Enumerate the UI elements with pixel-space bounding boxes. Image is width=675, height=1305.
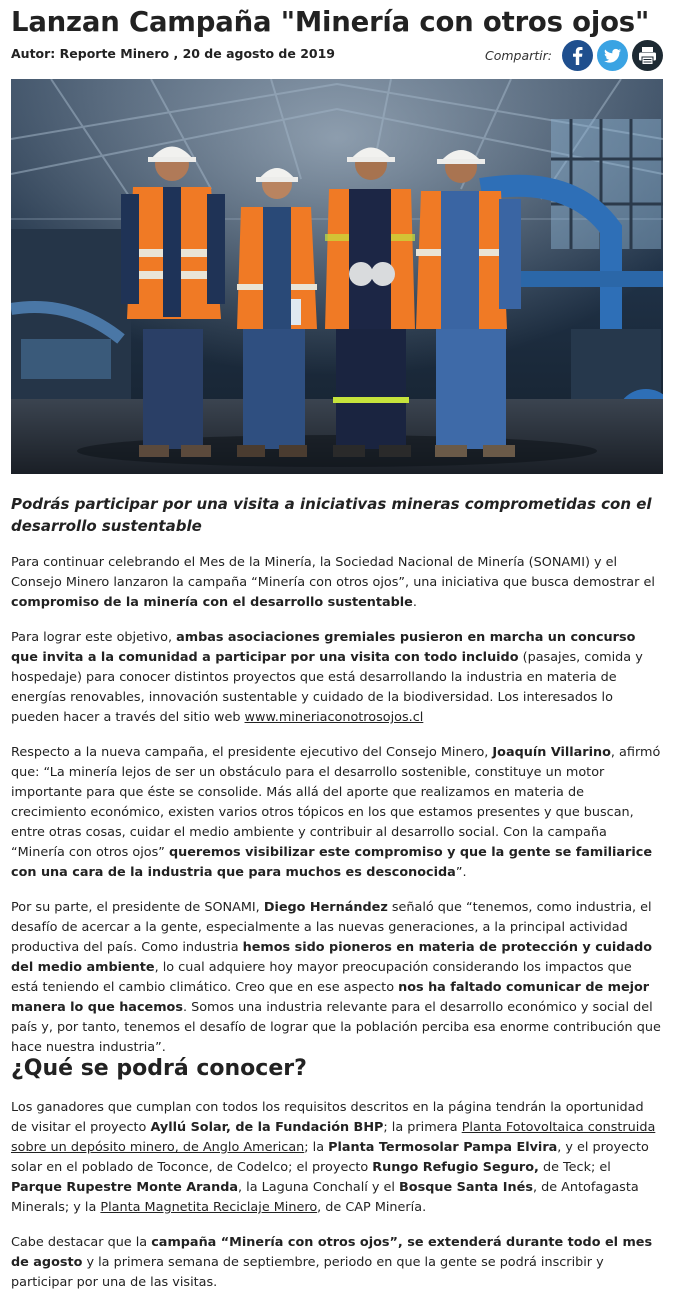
article-byline: Autor: Reporte Minero , 20 de agosto de 2019 [11,46,335,61]
share-label: Compartir: [484,48,552,63]
hero-photo-illustration [11,79,663,474]
paragraph-6: Cabe destacar que la campaña “Minería con otros ojos”, se extenderá durante todo el mes de agosto y la primera semana de septiembre, periodo en que la gente se podrá inscribir y participar por una de las visitas. [11,1235,653,1290]
article-title: Lanzan Campaña "Minería con otros ojos" [11,6,650,38]
anglo-american-link[interactable]: Planta Fotovoltaica construida sobre un depósito minero, de Anglo American [11,1120,656,1155]
twitter-icon [597,40,628,71]
paragraph-1: Para continuar celebrando el Mes de la Minería, la Sociedad Nacional de Minería (SONAMI) y el Consejo Minero lanzaron la campaña “Minería con otros ojos”, una iniciativa que busca demostrar el compromiso de la minería con el desarrollo sustentable. [11,555,655,610]
hero-photo [11,79,663,474]
print-icon [632,40,663,71]
paragraph-2: Para lograr este objetivo, ambas asociaciones gremiales pusieron en marcha un concurso que invita a la comunidad a participar por una visita con todo incluido (pasajes, comida y hospedaje) para conocer distintos proyectos que está desarrollando la industria en materia de energías renovables, innovación sustentable y cuidado de la biodiversidad. Los interesados lo pueden hacer a través del sitio web www.mineriaconotrosojos.cl [11,630,643,725]
article-lead: Podrás participar por una visita a iniciativas mineras comprometidas con el desarrollo sustentable [11,495,652,535]
campaign-website-link[interactable]: www.mineriaconotrosojos.cl [244,710,424,725]
planta-magnetita-link[interactable]: Planta Magnetita Reciclaje Minero [100,1200,318,1215]
twitter-share-button[interactable] [597,40,628,71]
paragraph-5: Los ganadores que cumplan con todos los requisitos descritos en la página tendrán la oportunidad de visitar el proyecto Ayllú Solar, de la Fundación BHP; la primera Planta Fotovoltaica construida sobre un depósito minero, de Anglo American; la Planta Termosolar Pampa Elvira, y el proyecto solar en el poblado de Toconce, de Codelco; el proyecto Rungo Refugio Seguro, de Teck; el Parque Rupestre Monte Aranda, la Laguna Conchalí y el Bosque Santa Inés, de Antofagasta Minerals; y la Planta Magnetita Reciclaje Minero, de CAP Minería. [11,1100,656,1215]
print-button[interactable] [632,40,663,71]
share-bar [485,40,663,71]
section-heading: ¿Qué se podrá conocer? [11,1056,307,1081]
facebook-share-button[interactable] [562,40,593,71]
facebook-icon [562,40,593,71]
paragraph-3: Respecto a la nueva campaña, el presidente ejecutivo del Consejo Minero, Joaquín Villarino, afirmó que: “La minería lejos de ser un obstáculo para el desarrollo sostenible, constituye un motor importante para que éste se consolide. Más allá del aporte que realizamos en materia de crecimiento económico, existen varios otros tópicos en los que estamos presentes y que buscan, entre otras cosas, cuidar el medio ambiente y contribuir al desarrollo social. Con la campaña “Minería con otros ojos” queremos visibilizar este compromiso y que la gente se familiarice con una cara de la industria que para muchos es desconocida”. [11,745,661,880]
paragraph-4: Por su parte, el presidente de SONAMI, Diego Hernández señaló que “tenemos, como industria, el desafío de acercar a la gente, especialmente a las nuevas generaciones, a la principal actividad productiva del país. Como industria hemos sido pioneros en materia de protección y cuidado del medio ambiente, lo cual adquiere hoy mayor preocupación considerando los impactos que está teniendo el cambio climático. Creo que en ese aspecto nos ha faltado comunicar de mejor manera lo que hacemos. Somos una industria relevante para el desarrollo económico y social del país y, por tanto, tenemos el desafío de lograr que la población perciba esa enorme contribución que hace nuestra industria”. [11,900,661,1055]
